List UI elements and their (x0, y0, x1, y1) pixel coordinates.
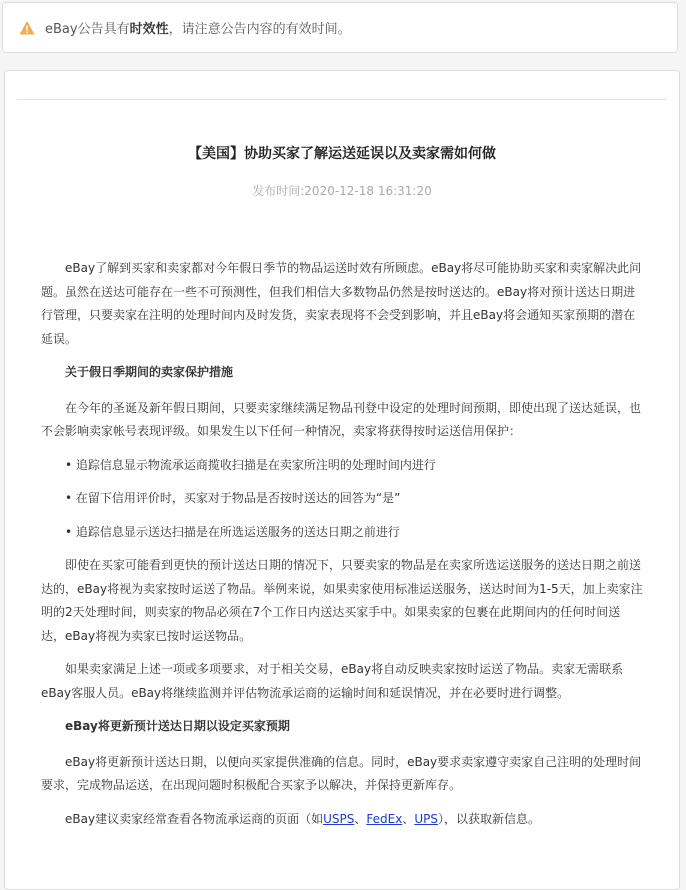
fedex-link[interactable]: FedEx (366, 811, 403, 826)
notice-emphasis: 时效性 (129, 22, 169, 37)
article-title: 【美国】协助买家了解运送延误以及卖家需如何做 (188, 146, 496, 162)
bullet-item: • 追踪信息显示送达扫描是在所选运送服务的送达日期之前进行 (65, 524, 400, 539)
bullet-item: • 追踪信息显示物流承运商揽收扫描是在卖家所注明的处理时间内进行 (65, 457, 436, 472)
paragraph-intro: eBay了解到买家和卖家都对今年假日季节的物品运送时效有所顾虑。eBay将尽可能协助买家和卖家解决此问题。虽然在送达可能存在一些不可预测性，但我们相信大多数物品仍然是按时送达的。eBay将对预计送达日期进行管理，只要卖家在注明的处理时间内及时发货，卖家表现将不会受到影响，并且eBay将会通知买家预期的潜在延误。 (41, 261, 642, 346)
bullet-item: • 在留下信用评价时，买家对于物品是否按时送达的回答为“是” (65, 491, 401, 505)
paragraph-protection: 在今年的圣诞及新年假日期间，只要卖家继续满足物品刊登中设定的处理时间预期，即使出现了送达延误，也不会影响卖家帐号表现评级。如果发生以下任何一种情况，卖家将获得按时运送信用保护： (41, 400, 642, 438)
top-divider (17, 99, 667, 100)
article-card (4, 70, 680, 890)
paragraph-delivery: eBay将更新预计送达日期，以便向买家提供准确的信息。同时，eBay要求卖家遵守卖家自己注明的处理时间要求，完成物品运送，在出现问题时积极配合买家予以解决，并保持更新库存。 (41, 754, 642, 792)
section-heading-protection: 关于假日季期间的卖家保护措施 (65, 365, 234, 379)
paragraph-auto: 如果卖家满足上述一项或多项要求，对于相关交易，eBay将自动反映卖家按时运送了物品。卖家无需联系eBay客服人员。eBay将继续监测并评估物流承运商的运输时间和延误情况，并在必要时进行调整。 (41, 662, 624, 700)
warning-icon (19, 20, 35, 36)
paragraph-carriers: eBay建议卖家经常查看各物流承运商的页面（如USPS、FedEx、UPS），以获取新信息。 (65, 811, 540, 826)
announcement-notice (2, 2, 678, 53)
article-body (41, 257, 643, 841)
ups-link[interactable]: UPS (414, 811, 438, 826)
publish-time: 发布时间:2020-12-18 16:31:20 (252, 184, 432, 198)
usps-link[interactable]: USPS (323, 811, 355, 826)
section-heading-delivery: eBay将更新预计送达日期以设定买家预期 (65, 719, 290, 733)
notice-text: eBay公告具有时效性，请注意公告内容的有效时间。 (45, 22, 351, 37)
paragraph-example: 即使在买家可能看到更快的预计送达日期的情况下，只要卖家的物品是在卖家所选运送服务的送达日期之前送达的，eBay将视为卖家按时运送了物品。举例来说，如果卖家使用标准运送服务，送达时间为1-5天，加上卖家注明的2天处理时间，则卖家的物品必须在7个工作日内送达买家手中。如果卖家的包裹在此期间内的任何时间送达，eBay将视为卖家已按时运送物品。 (41, 558, 643, 643)
